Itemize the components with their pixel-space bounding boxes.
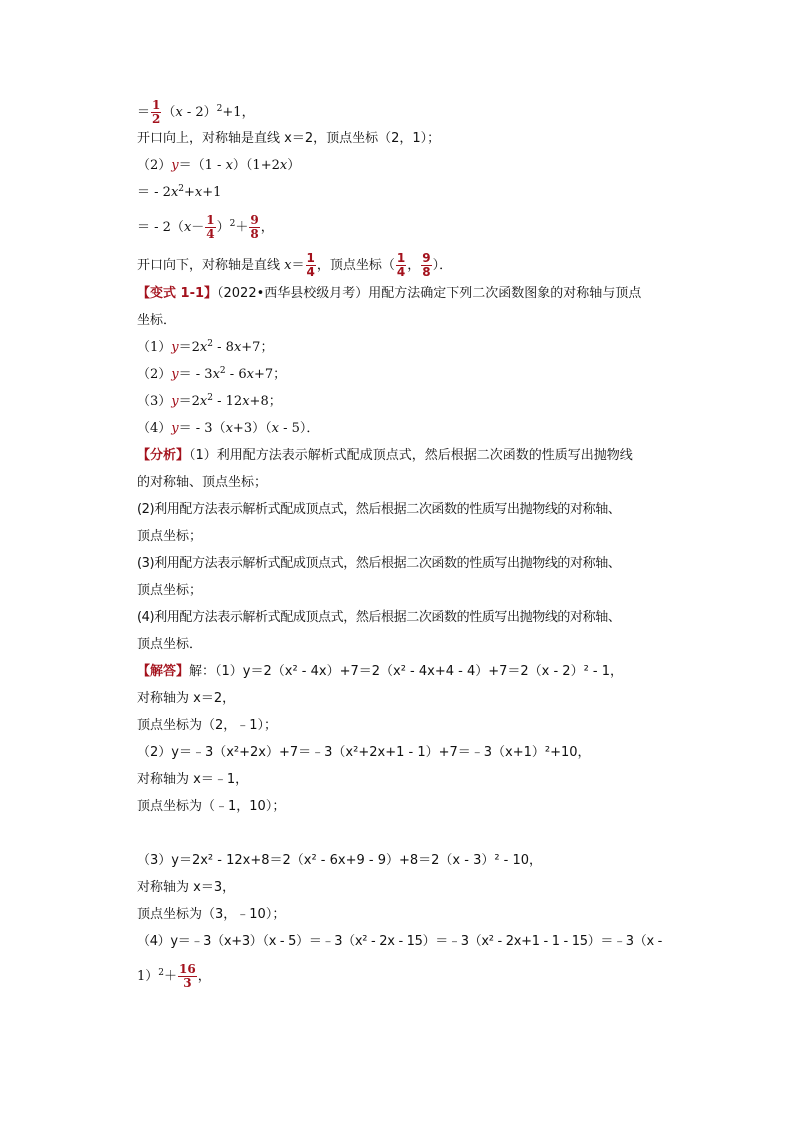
eq-line-3 bbox=[137, 184, 677, 211]
exponent: 2 bbox=[207, 339, 213, 349]
text: （2） bbox=[137, 367, 172, 382]
var-y: y bbox=[171, 421, 179, 436]
solution-vertex-3: 顶点坐标为（3，﹣10）； bbox=[137, 907, 286, 922]
analysis-line-1 bbox=[137, 447, 677, 474]
text: - 2） bbox=[182, 105, 217, 120]
fraction-num: 1 bbox=[206, 213, 215, 228]
text: +1， bbox=[222, 105, 255, 120]
text: ＝（1 - bbox=[178, 158, 226, 173]
text: - 5）． bbox=[278, 421, 320, 436]
text: ， bbox=[407, 258, 421, 273]
text: ＝ - 3 bbox=[178, 367, 213, 382]
solution-line-4b bbox=[137, 960, 677, 998]
fraction-den: 4 bbox=[306, 265, 315, 279]
question-1 bbox=[137, 339, 677, 366]
solution-tag: 【解答】 bbox=[137, 664, 190, 679]
text-line-opens-down bbox=[137, 249, 677, 285]
var-y: y bbox=[171, 340, 179, 355]
text-line-opens-up: 开口向上，对称轴是直线 x＝2，顶点坐标（2，1）； bbox=[137, 131, 441, 146]
text: （ bbox=[162, 105, 176, 120]
text: ＝ - 2（ bbox=[137, 220, 184, 235]
text: + bbox=[184, 185, 195, 200]
text: +8； bbox=[249, 394, 282, 409]
var-x: x bbox=[199, 340, 208, 355]
text: （4） bbox=[137, 421, 172, 436]
var-x: x bbox=[175, 105, 183, 120]
document-page bbox=[137, 96, 677, 998]
eq-line-1 bbox=[137, 96, 677, 130]
var-x: x bbox=[233, 340, 242, 355]
variant-tag: 【变式 1-1】 bbox=[137, 286, 218, 301]
variant-heading bbox=[137, 285, 677, 312]
var-y: y bbox=[171, 367, 179, 382]
text: ） bbox=[216, 220, 230, 235]
question-3 bbox=[137, 393, 677, 420]
var-x: x bbox=[194, 185, 203, 200]
text: ＝ - 2 bbox=[137, 185, 171, 200]
fraction-num: 1 bbox=[306, 251, 315, 266]
analysis-line-2: (2)利用配方法表示解析式配成顶点式，然后根据二次函数的性质写出抛物线的对称轴、 bbox=[137, 502, 621, 517]
fraction-den: 4 bbox=[396, 265, 406, 279]
exponent: 2 bbox=[207, 393, 213, 403]
exponent: 2 bbox=[158, 968, 165, 978]
analysis-line-2b: 顶点坐标； bbox=[137, 529, 203, 544]
text: － bbox=[191, 220, 205, 235]
text: （3） bbox=[137, 394, 172, 409]
text: （1） bbox=[137, 340, 172, 355]
exponent: 2 bbox=[229, 219, 236, 229]
text: - 6 bbox=[225, 367, 247, 382]
analysis-line-1b: 的对称轴、顶点坐标； bbox=[137, 475, 268, 490]
fraction-num: 9 bbox=[250, 213, 259, 228]
analysis-line-4b: 顶点坐标． bbox=[137, 637, 203, 652]
text: （1）利用配方法表示解析式配成顶点式，然后根据二次函数的性质写出抛物线 bbox=[189, 448, 633, 463]
fraction bbox=[205, 214, 215, 240]
var-x: x bbox=[183, 220, 192, 235]
text: ） bbox=[287, 158, 301, 173]
fraction bbox=[396, 252, 406, 278]
text: +1 bbox=[202, 185, 222, 200]
fraction bbox=[306, 252, 316, 278]
var-x: x bbox=[225, 421, 233, 436]
variant-heading-cont: 坐标． bbox=[137, 313, 177, 328]
fraction-den: 3 bbox=[183, 976, 192, 990]
analysis-tag: 【分析】 bbox=[137, 448, 190, 463]
text: ， bbox=[260, 220, 274, 235]
solution-vertex-1: 顶点坐标为（2，﹣1）； bbox=[137, 718, 278, 733]
var-y: y bbox=[171, 158, 179, 173]
exponent: 2 bbox=[178, 184, 185, 194]
text: 解：（1）y＝2（x² - 4x）+7＝2（x² - 4x+4 - 4）+7＝2（x - 2）² - 1， bbox=[189, 664, 624, 679]
text: ， bbox=[197, 969, 211, 984]
solution-vertex-2: 顶点坐标为（﹣1，10）； bbox=[137, 799, 286, 814]
fraction-num: 1 bbox=[396, 251, 406, 266]
analysis-line-4: (4)利用配方法表示解析式配成顶点式，然后根据二次函数的性质写出抛物线的对称轴、 bbox=[137, 610, 621, 625]
exponent: 2 bbox=[219, 366, 226, 376]
solution-line-3: （3）y＝2x² - 12x+8＝2（x² - 6x+9 - 9）+8＝2（x - 3）² - 10， bbox=[137, 853, 543, 868]
var-x: x bbox=[284, 258, 292, 273]
var-x: x bbox=[199, 394, 208, 409]
fraction bbox=[249, 214, 259, 240]
text: ＝ - 3（ bbox=[178, 421, 226, 436]
fraction-den: 2 bbox=[152, 112, 161, 126]
eq-line-4 bbox=[137, 211, 677, 249]
var-x: x bbox=[225, 158, 233, 173]
text: ，顶点坐标（ bbox=[316, 258, 395, 273]
text: ）（1+2 bbox=[232, 158, 280, 173]
text: - 12 bbox=[213, 394, 243, 409]
text: （2） bbox=[137, 158, 172, 173]
var-y: y bbox=[171, 394, 179, 409]
var-x: x bbox=[242, 394, 250, 409]
exponent: 2 bbox=[216, 104, 223, 114]
fraction-num: 1 bbox=[152, 98, 161, 113]
text: ＝2 bbox=[178, 394, 200, 409]
analysis-line-3: (3)利用配方法表示解析式配成顶点式，然后根据二次函数的性质写出抛物线的对称轴、 bbox=[137, 556, 621, 571]
var-x: x bbox=[170, 185, 179, 200]
text: ＝2 bbox=[178, 340, 200, 355]
solution-axis-3: 对称轴为 x＝3， bbox=[137, 880, 236, 895]
solution-line-4: （4）y＝﹣3（x+3）（x - 5）＝﹣3（x² - 2x - 15）＝﹣3（x² - 2x+1 - 1 - 15）＝﹣3（x - bbox=[137, 934, 663, 949]
text: 1） bbox=[137, 969, 159, 984]
var-x: x bbox=[212, 367, 220, 382]
text: ＋ bbox=[164, 969, 178, 984]
question-2 bbox=[137, 366, 677, 393]
var-x: x bbox=[246, 367, 254, 382]
text: （2022•西华县校级月考）用配方法确定下列二次函数图象的对称轴与顶点 bbox=[217, 286, 642, 301]
text: ）． bbox=[432, 258, 453, 273]
text: +3）（ bbox=[232, 421, 272, 436]
var-x: x bbox=[271, 421, 279, 436]
fraction-den: 8 bbox=[250, 227, 259, 241]
fraction-num: 16 bbox=[179, 962, 196, 977]
text: +7； bbox=[253, 367, 287, 382]
text: ＝ bbox=[291, 258, 305, 273]
analysis-line-3b: 顶点坐标； bbox=[137, 583, 203, 598]
fraction bbox=[178, 963, 197, 989]
text: ＋ bbox=[235, 220, 249, 235]
text: - 8 bbox=[213, 340, 234, 355]
eq-line-2 bbox=[137, 157, 677, 184]
blank-space bbox=[137, 825, 677, 852]
fraction-den: 4 bbox=[206, 227, 215, 241]
fraction bbox=[421, 252, 431, 278]
question-4 bbox=[137, 420, 677, 447]
fraction-half bbox=[151, 99, 161, 125]
solution-line-2: （2）y＝﹣3（x²+2x）+7＝﹣3（x²+2x+1 - 1）+7＝﹣3（x+1）²+10， bbox=[137, 745, 591, 760]
solution-axis-2: 对称轴为 x＝﹣1， bbox=[137, 772, 249, 787]
fraction-num: 9 bbox=[422, 251, 431, 266]
text: 开口向下，对称轴是直线 bbox=[137, 258, 285, 273]
solution-axis-1: 对称轴为 x＝2， bbox=[137, 691, 236, 706]
text: +7； bbox=[241, 340, 274, 355]
equals-sign: ＝ bbox=[137, 105, 151, 120]
fraction-den: 8 bbox=[422, 265, 431, 279]
var-x: x bbox=[279, 158, 288, 173]
solution-line-1 bbox=[137, 663, 677, 690]
